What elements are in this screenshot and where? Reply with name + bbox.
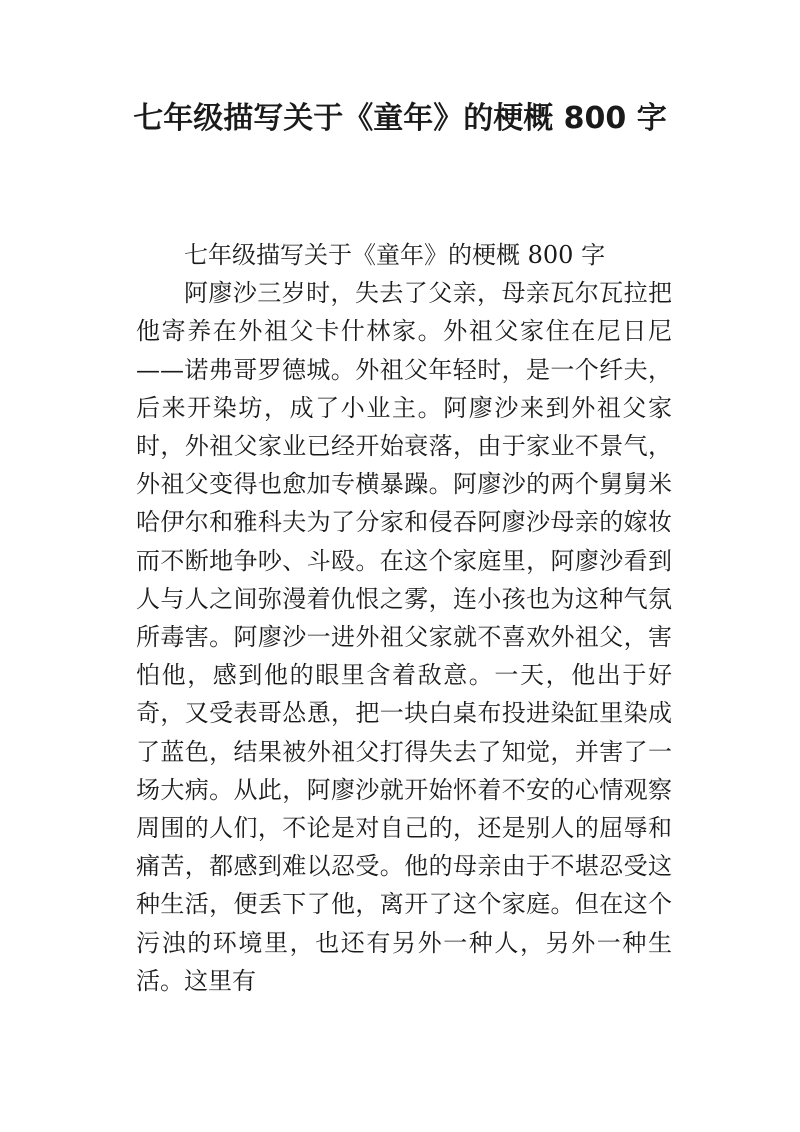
body-paragraph: 阿廖沙三岁时，失去了父亲，母亲瓦尔瓦拉把他寄养在外祖父卡什林家。外祖父家住在尼日尼——诺弗哥罗德城。外祖父年轻时，是一个纤夫，后来开染坊，成了小业主。阿廖沙来到外祖父家时，外祖父家业已经开始衰落，由于家业不景气，外祖父变得也愈加专横暴躁。阿廖沙的两个舅舅米哈伊尔和雅科夫为了分家和侵吞阿廖沙母亲的嫁妆而不断地争吵、斗殴。在这个家庭里，阿廖沙看到人与人之间弥漫着仇恨之雾，连小孩也为这种气氛所毒害。阿廖沙一进外祖父家就不喜欢外祖父，害怕他，感到他的眼里含着敌意。一天，他出于好奇，又受表哥怂恿，把一块白桌布投进染缸里染成了蓝色，结果被外祖父打得失去了知觉，并害了一场大病。从此，阿廖沙就开始怀着不安的心情观察周围的人们，不论是对自己的，还是别人的屈辱和痛苦，都感到难以忍受。他的母亲由于不堪忍受这种生活，便丢下了他，离开了这个家庭。但在这个污浊的环境里，也还有另外一种人，另外一种生活。这里有	[136, 279, 672, 995]
document-subtitle: 七年级描写关于《童年》的梗概 800 字	[184, 241, 606, 269]
document-title: 七年级描写关于《童年》的梗概 800 字	[133, 101, 667, 136]
document-body	[136, 236, 672, 1000]
